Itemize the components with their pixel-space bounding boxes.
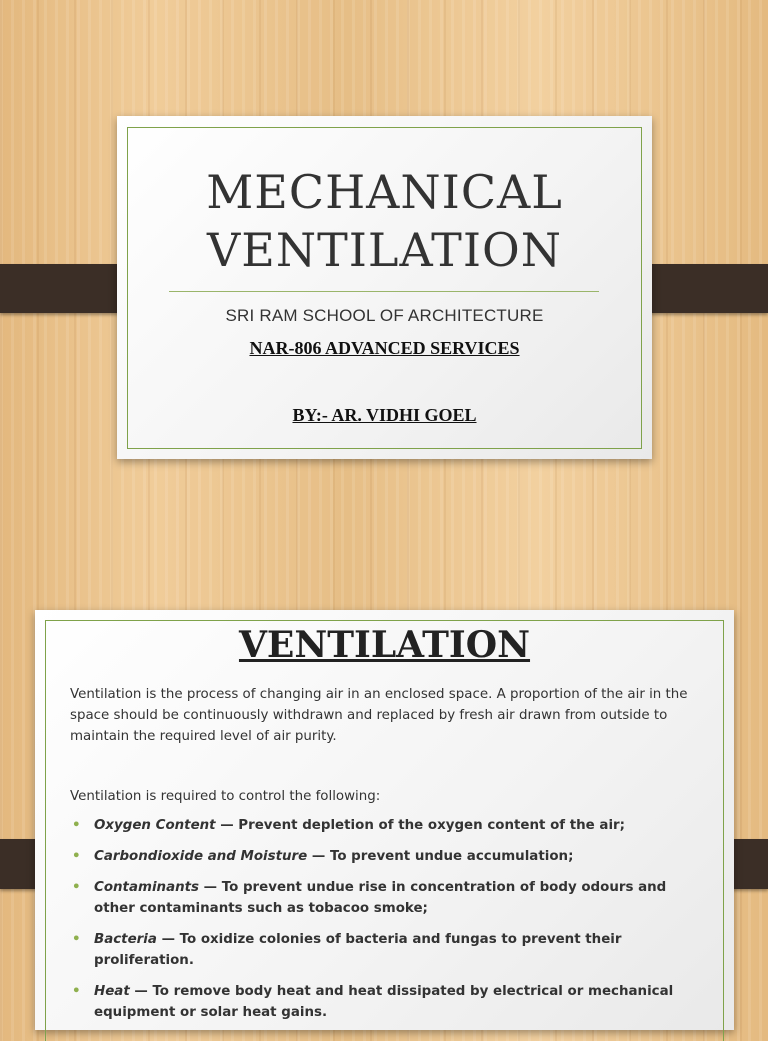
- list-item: [70, 929, 710, 971]
- bullet-term: Carbondioxide and Moisture: [94, 849, 308, 864]
- bullet-icon: •: [72, 932, 81, 947]
- title-line-1: MECHANICAL: [206, 165, 563, 219]
- bullet-icon: •: [72, 880, 81, 895]
- bullet-term: Oxygen Content: [94, 818, 216, 833]
- list-item: [70, 815, 710, 836]
- bullet-desc: — To oxidize colonies of bacteria and fungas to prevent their proliferation.: [94, 932, 622, 968]
- bullet-icon: •: [72, 849, 81, 864]
- bullet-desc: — To prevent undue rise in concentration of body odours and other contaminants such as tobacoo smoke;: [94, 880, 667, 916]
- slide-title: VENTILATION: [238, 624, 531, 666]
- bullet-desc: — To remove body heat and heat dissipated by electrical or mechanical equipment or solar heat gains.: [94, 984, 674, 1020]
- title-divider: [169, 291, 599, 292]
- intro-paragraph: Ventilation is the process of changing air in an enclosed space. A proportion of the air in the space should be continuously withdrawn and replaced by fresh air drawn from outside to maintain the required level of air purity.: [70, 687, 688, 744]
- list-item: [70, 846, 710, 867]
- requirements-intro: Ventilation is required to control the following:: [70, 789, 381, 804]
- title-slide: [117, 116, 652, 459]
- bullet-icon: •: [72, 818, 81, 833]
- bullet-icon: •: [72, 984, 81, 999]
- bullet-desc: — Prevent depletion of the oxygen content of the air;: [215, 818, 626, 833]
- ventilation-slide: [35, 610, 734, 1030]
- requirements-list: [70, 815, 710, 1023]
- author-name: BY:- AR. VIDHI GOEL: [292, 405, 477, 425]
- school-name: SRI RAM SCHOOL OF ARCHITECTURE: [225, 306, 544, 325]
- bullet-term: Heat: [94, 984, 130, 999]
- title-line-2: VENTILATION: [207, 223, 562, 277]
- list-item: [70, 877, 710, 919]
- bullet-desc: — To prevent undue accumulation;: [307, 849, 574, 864]
- bullet-term: Contaminants: [94, 880, 200, 895]
- course-name: NAR-806 ADVANCED SERVICES: [249, 338, 520, 358]
- list-item: [70, 981, 710, 1023]
- bullet-term: Bacteria: [94, 932, 157, 947]
